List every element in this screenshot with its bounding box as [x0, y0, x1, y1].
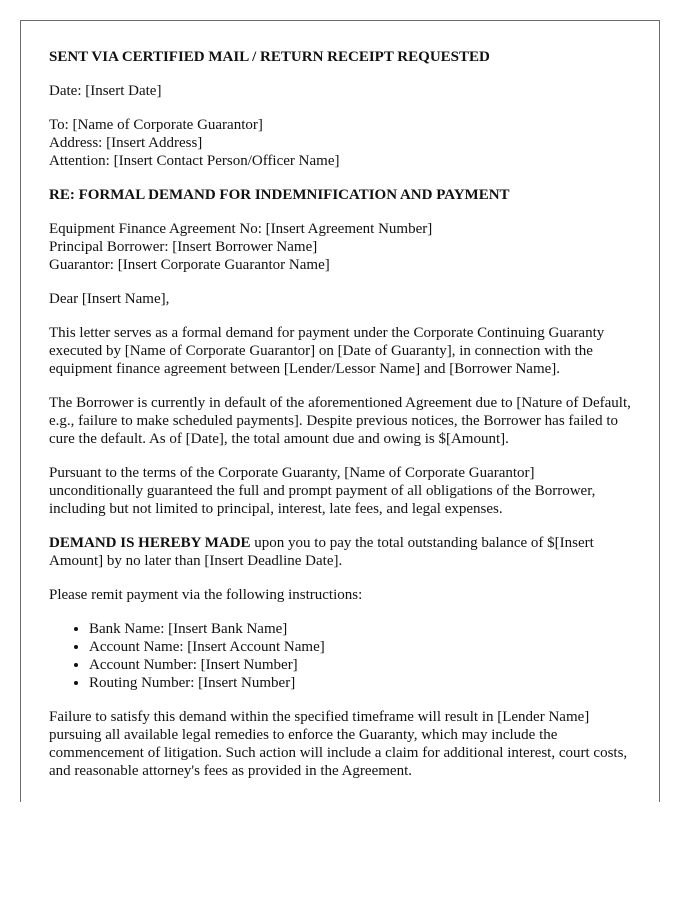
- body-paragraph-3: Pursuant to the terms of the Corporate Guaranty, [Name of Corporate Guarantor] unconditionally guaranteed the full and prompt payment of all obligations of the Borrower, including but not limited to principal, interest, late fees, and legal expenses.: [49, 465, 596, 517]
- letter-date: Date: [Insert Date]: [49, 83, 162, 99]
- demand-text: upon you to pay the total outstanding balance of $[Insert Amount] by no later than [Insert Deadline Date].: [49, 535, 594, 569]
- reference-agreement: Equipment Finance Agreement No: [Insert Agreement Number]: [49, 221, 433, 237]
- reference-borrower: Principal Borrower: [Insert Borrower Name]: [49, 239, 318, 255]
- mailing-notice: SENT VIA CERTIFIED MAIL / RETURN RECEIPT REQUESTED: [49, 49, 490, 65]
- body-paragraph-1: This letter serves as a formal demand for payment under the Corporate Continuing Guaranty executed by [Name of Corporate Guarantor] on [Date of Guaranty], in connection with the equipment finance agreement between [Lender/Lessor Name] and [Borrower Name].: [49, 325, 605, 377]
- salutation: Dear [Insert Name],: [49, 291, 170, 307]
- list-item-bank-name: • Bank Name: [Insert Bank Name]: [89, 620, 631, 638]
- letter-content: [21, 21, 659, 780]
- subject-line: RE: FORMAL DEMAND FOR INDEMNIFICATION AND PAYMENT: [49, 187, 510, 203]
- recipient-to: To: [Name of Corporate Guarantor]: [49, 117, 263, 133]
- demand-paragraph: [49, 534, 631, 570]
- reference-guarantor: Guarantor: [Insert Corporate Guarantor Name]: [49, 257, 330, 273]
- recipient-address: Address: [Insert Address]: [49, 135, 203, 151]
- payment-intro: Please remit payment via the following instructions:: [49, 587, 363, 603]
- final-paragraph: Failure to satisfy this demand within the specified timeframe will result in [Lender Name] pursuing all available legal remedies to enforce the Guaranty, which may include the commencement of litigation. Such action will include a claim for additional interest, court costs, and reasonable attorney's fees as provided in the Agreement.: [49, 709, 628, 779]
- recipient-block: [49, 116, 631, 170]
- list-item-routing-number: • Routing Number: [Insert Number]: [89, 674, 631, 692]
- recipient-attention: Attention: [Insert Contact Person/Officer Name]: [49, 153, 340, 169]
- list-item-account-number: • Account Number: [Insert Number]: [89, 656, 631, 674]
- body-paragraph-2: The Borrower is currently in default of the aforementioned Agreement due to [Nature of Default, e.g., failure to make scheduled payments]. Despite previous notices, the Borrower has failed to cure the default. As of [Date], the total amount due and owing is $[Amount].: [49, 395, 631, 447]
- payment-instructions-list: [49, 620, 631, 692]
- list-item-account-name: • Account Name: [Insert Account Name]: [89, 638, 631, 656]
- demand-emphasis: DEMAND IS HEREBY MADE: [49, 535, 251, 551]
- reference-block: [49, 220, 631, 274]
- letter-page: [20, 20, 660, 802]
